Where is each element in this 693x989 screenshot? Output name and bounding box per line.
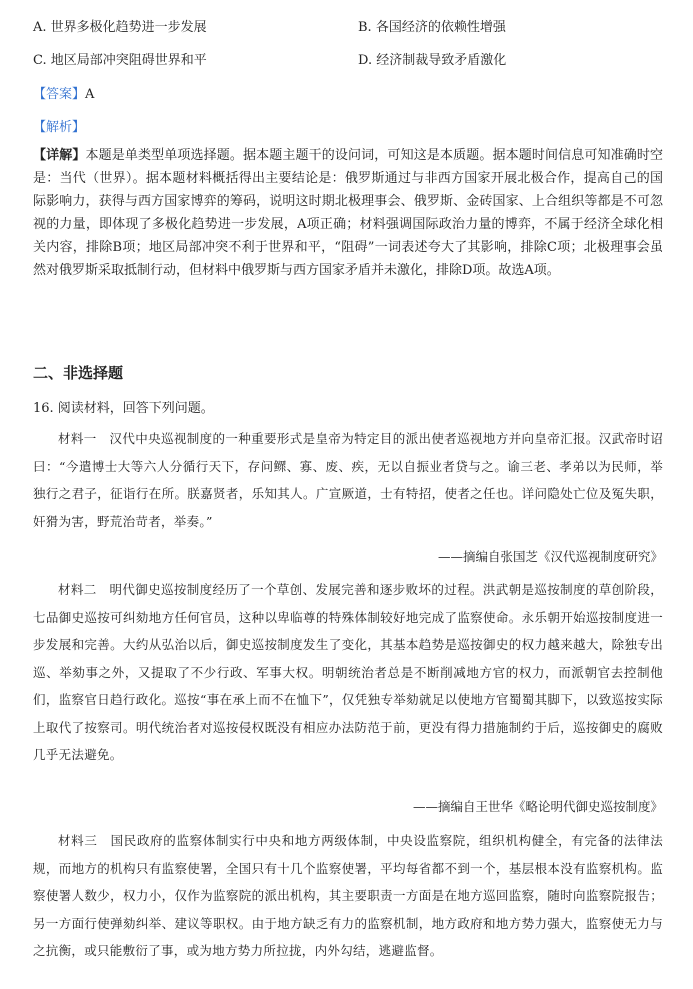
answer-line [33, 83, 94, 102]
material-1: 材料一 汉代中央巡视制度的一种重要形式是皇帝为特定目的派出使者巡视地方并向皇帝汇报。汉武帝时诏曰：“今遣博士大等六人分循行天下，存问鳏、寡、废、疾，无以自振业者贷与之。谕三老、孝弟以为民师，举独行之君子，征诣行在所。朕嘉贤者，乐知其人。广宣厥道，士有特招，使者之任也。详问隐处亡位及冤失职，奸猾为害，野荒治苛者，举奏。” [33, 431, 663, 529]
detail-label: 【详解】 [33, 148, 86, 163]
material-1-source: ——摘编自张国芝《汉代巡视制度研究》 [437, 549, 663, 564]
option-b: B. 各国经济的依赖性增强 [358, 20, 506, 35]
material-2: 材料二 明代御史巡按制度经历了一个草创、发展完善和逐步败坏的过程。洪武朝是巡按制度的草创阶段，七品御史巡按可纠劾地方任何官员，这种以卑临尊的特殊体制较好地完成了监察使命。永乐朝开始巡按制度进一步发展和完善。大约从弘治以后，御史巡按制度发生了变化，其基本趋势是巡按御史的权力越来越大，除独专出巡、举劾事之外，又提取了不少行政、军事大权。明朝统治者总是不断削减地方官的权力，而派朝官去控制他们，监察官日趋行政化。巡按“事在承上而不在恤下”，仅凭独专举劾就足以使地方官蜀蜀其脚下，以致巡按实际上取代了按察司。明代统治者对巡按侵权既没有相应办法防范于前，更没有得力措施制约于后，巡按御史的腐败几乎无法避免。 [33, 582, 663, 762]
question-16: 16. 阅读材料，回答下列问题。 [33, 401, 214, 416]
option-a: A. 世界多极化趋势进一步发展 [33, 20, 207, 35]
detail-paragraph [33, 144, 663, 282]
analysis-label: 【解析】 [33, 120, 86, 135]
option-d: D. 经济制裁导致矛盾激化 [358, 53, 507, 68]
section-title: 二、非选择题 [33, 364, 124, 382]
answer-value: A [85, 87, 95, 102]
material-2-source: ——摘编自王世华《略论明代御史巡按制度》 [412, 799, 663, 814]
material-3: 材料三 国民政府的监察体制实行中央和地方两级体制，中央设监察院，组织机构健全，有完备的法律法规，而地方的机构只有监察使署，全国只有十几个监察使署，平均每省都不到一个，基层根本没有监察机构。监察使署人数少，权力小，仅作为监察院的派出机构，其主要职责一方面是在地方巡回监察，随时向监察院报告；另一方面行使弹劾纠举、建议等职权。由于地方缺乏有力的监察机制，地方政府和地方势力强大，监察使无力与之抗衡，或只能敷衍了事，或为地方势力所拉拢，内外勾结，逃避监督。 [33, 833, 663, 958]
option-c: C. 地区局部冲突阻碍世界和平 [33, 53, 207, 68]
detail-text: 本题是单类型单项选择题。据本题主题干的设问词，可知这是本质题。据本题时间信息可知准确时空是：当代（世界）。据本题材料概括得出主要结论是：俄罗斯通过与非西方国家开展北极合作，提高自己的国际影响力，获得与西方国家博弈的筹码，说明这时期北极理事会、俄罗斯、金砖国家、上合组织等都是不可忽视的力量，即体现了多极化趋势进一步发展，A项正确；材料强调国际政治力量的博弈，不属于经济全球化相关内容，排除B项；地区局部冲突不利于世界和平，“阻碍”一词表述夸大了其影响，排除C项；北极理事会虽然对俄罗斯采取抵制行动，但材料中俄罗斯与西方国家矛盾并未激化，排除D项。故选A项。 [33, 148, 663, 278]
answer-label: 【答案】 [33, 87, 86, 102]
